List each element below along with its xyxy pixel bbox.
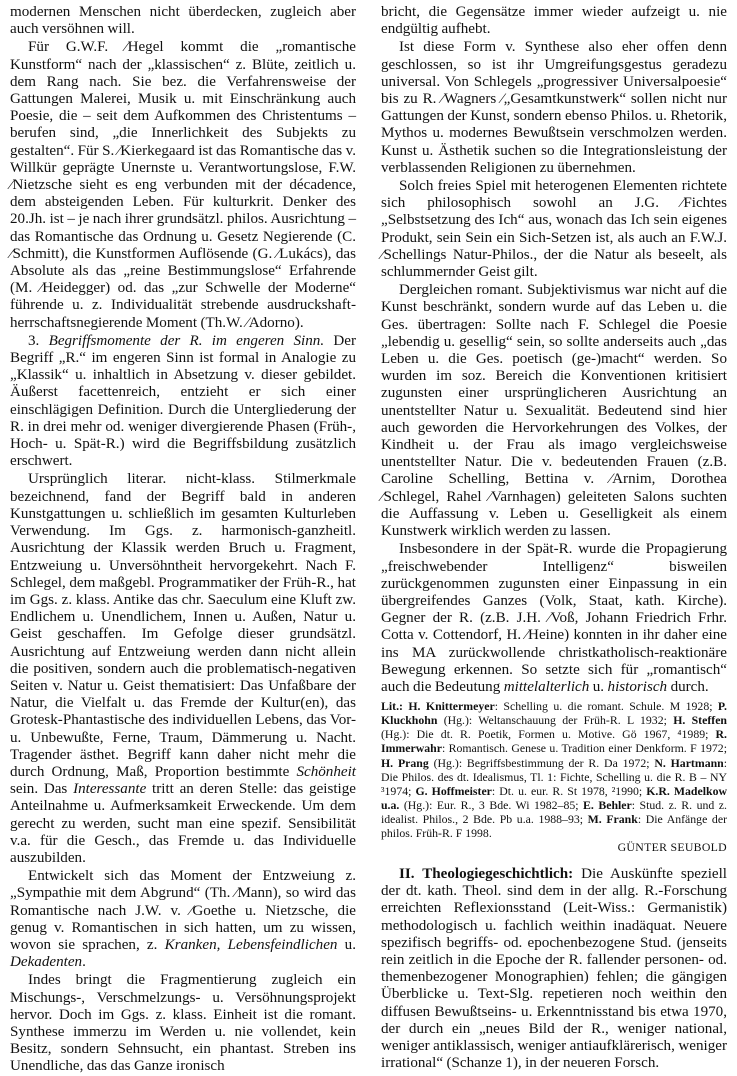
literature-reference: (Hg.): Weltanschauung der Früh-R. L 1932; xyxy=(437,713,674,728)
left-paragraph xyxy=(10,972,356,1075)
paragraph-text: Der Begriff „R.“ im engeren Sinn ist formal in Analogie zu „Klassik“ u. inhaltlich in Absetzung v. dieser gebildet. Äußerst facettenreich, entzieht er sich einer einschlägigen Definition. Durch die Untergliederung der R. in drei mehr od. weniger divergierende Phasen (Früh-, Hoch- u. Spät-R.) wird die Begriffsbildung zusätzlich erschwert. xyxy=(10,332,356,470)
section-two-heading: II. Theologiegeschichtlich: xyxy=(399,866,574,883)
literature-entries xyxy=(381,699,727,840)
literature-reference: : Schelling u. die romant. Schule. M 1928; xyxy=(494,699,718,714)
left-paragraph xyxy=(10,868,356,971)
right-paragraph xyxy=(381,178,727,281)
literature-author: H. Steffen xyxy=(673,713,727,728)
italic-term: Dekadenten xyxy=(10,954,83,971)
literature-author: R. Immerwahr xyxy=(381,727,727,756)
left-paragraph xyxy=(10,4,356,38)
paragraph-text: Ist diese Form v. Synthese also eher offen denn geschlossen, so ist ihr Umgreifungsgestus geradezu universal. Von Schlegels „progressiver Universalpoesie“ bis zu R. ⁄Wagners ⁄„Gesamtkunstwerk“ sollen nicht nur Gattungen der Kunst, sondern ebenso Philos. u. Rhetorik, Mythos u. modernes Bewußtsein verschmolzen werden. Kunst u. Ästhetik suchen so die Integrationsleistung der verblassenden Religionen zu übernehmen. xyxy=(381,39,727,176)
literature-reference: (Hg.): Die dt. R. Poetik, Formen u. Motive. Gö 1967, ⁴1989; xyxy=(381,727,716,742)
literature-author: P. Kluckhohn xyxy=(381,699,727,728)
paragraph-text: durch. xyxy=(667,678,709,695)
literature-author: H. Knittermeyer xyxy=(408,699,495,714)
literature-author: K.R. Madelkow u.a. xyxy=(381,783,727,812)
paragraph-text: Für G.W.F. ⁄Hegel kommt die „romantische Kunstform“ nach der „klassischen“ z. Blüte, zeitlich u. dem Rang nach. Sie bez. die Verfahrensweise der Gattungen Malerei, Musik u. mit Einschränkung auch Poesie, die – seit dem Aufkommen des Christentums – berufen sind, „die Innerlichkeit des Subjekts zu gestalten“. Für S. ⁄Kierkegaard ist das Romantische das v. Willkür geprägte Unernste u. Verantwortungslose, F.W. ⁄Nietzsche sieht es eng verbunden mit der décadence, dem absteigenden Leben. Für kulturkrit. Denker des 20.Jh. ist – je nach ihrer grundsätzl. philos. Ausrichtung – das Romantische das Ordnung u. Gesetz Negierende (C. ⁄Schmitt), die Kunstformen Auflösende (G. ⁄Lukács), das Absolute als das „reine Bestimmungslose“ Erfahrende (M. ⁄Heidegger) od. das „zur Schwelle der Moderne“ führende u. z. Individualität strebende ausdruckshaft-herrschaftsnegierende Moment (Th.W. ⁄Adorno). xyxy=(10,39,356,331)
paragraph-text: tritt an deren Stelle: das geistige Anteilnahme u. Aufmerksamkeit Erweckende. Um dem gerecht zu werden, sucht man eine spezif. Sensibilität v.a. für die Gesch., das Fremde u. das Individuelle auszubilden. xyxy=(10,781,356,866)
left-paragraph xyxy=(10,39,356,331)
paragraph-text: Dergleichen romant. Subjektivismus war nicht auf die Kunst beschränkt, sondern wurde auf das Leben u. die Ges. übertragen: Sollte nach F. Schlegel die Poesie „lebendig u. gesellig“ sein, so sollte anderseits auch „das Leben u. die Ges. poetisch (ge-)macht“ werden. So wurden im soz. Bereich die Konventionen kritisiert zugunsten einer ursprünglicheren Ausrichtung an unentstellter Natur u. Sexualität. Bedeutend sind hier auch geworden die Hervorkehrungen des Volkes, der Kindheit u. der Frau als imago vergleichsweise unentstellter Natur. Die v. bedeutenden Frauen (z.B. Caroline Schelling, Bettina v. ⁄Arnim, Dorothea ⁄Schlegel, Rahel ⁄Varnhagen) geleiteten Salons suchten die Auffassung v. Leben u. Geselligkeit als einem Kunstwerk wirklich werden zu lassen. xyxy=(381,282,727,540)
literature-reference: : Romantisch. Genese u. Tradition einer Denkform. F 1972; xyxy=(441,741,727,756)
literature-author: G. Hoffmeister xyxy=(415,783,492,798)
left-column xyxy=(10,4,356,1076)
article-author-signature: GÜNTER SEUBOLD xyxy=(617,840,727,855)
paragraph-text: bricht, die Gegensätze immer wieder aufzeigt u. nie endgültig aufhebt. xyxy=(381,4,727,38)
literature-reference: : Die Philos. des dt. Idealismus, Tl. 1: Fichte, Schelling u. die R. B – NY ³1974; xyxy=(381,755,727,798)
paragraph-text: Ursprünglich literar. nicht-klass. Stilmerkmale bezeichnend, fand der Begriff bald in anderen Kunstgattungen u. schließlich im gesamten Kulturleben Verwendung. Im Ggs. z. harmonisch-ganzheitl. Ausrichtung der Klassik werden Bruch u. Fragment, Entzweiung u. Unversöhntheit hervorgekehrt. Nach F. Schlegel, dem maßgebl. Programmatiker der Früh-R., hat im Ggs. z. klass. Antike das chr. Saeculum eine Kluft zw. Endlichem u. Unendlichem, Innen u. Außen, Natur u. Geist geschaffen. Im Gefolge dieser grundsätzl. Ausrichtung auf Entzweiung werden dann nicht allein die positiven, sondern auch die problematisch-negativen Seiten v. Natur u. Geist thematisiert: Das Unfaßbare der Natur, die Vielfalt u. das Fremde der Kultur(en), das Grotesk-Phantastische des individuellen Lebens, das Vor- u. Unbewußte, Ferne, Traum, Dämmerung u. Nacht. Tragender ästhet. Begriff kann daher nicht mehr die durch Ordnung, Maß, Proportion bestimmte xyxy=(10,471,356,780)
italic-term: historisch xyxy=(607,678,668,695)
literature-author: M. Frank xyxy=(587,811,638,826)
two-column-layout xyxy=(10,4,727,1076)
right-column xyxy=(381,4,727,1076)
paragraph-text: sein. Das xyxy=(10,781,74,798)
paragraph-text: u. xyxy=(337,936,356,953)
literature-author: N. Hartmann xyxy=(654,755,724,770)
italic-term: Begriffsmomente der R. im engeren Sinn. xyxy=(48,332,325,349)
section-two-text: Die Auskünfte speziell der dt. kath. Theol. sind dem in der allg. R.-Forschung erreichten Reflexionsstand (Leit-Wiss.: Germanistik) methodologisch u. fachlich weithin inadäquat. Neuere spezifisch begriffs- od. epochenbezogene Stud. (jenseits rein zeitlich in die Epoche der R. fallender personen- od. themenbezogener Monographien) fehlen; die gängigen Überblicke u. Text-Slg. repetieren noch weithin den diffusen Bewußtseins- u. Erkenntnisstand bis etwa 1970, der durch ein „neues Bild der R., weniger national, weniger antiklassisch, weniger antiaufklärerisch, weniger irrational“ (Schanze 1), in der neueren Forsch. xyxy=(381,866,727,1072)
literature-reference: (Hg.): Begriffsbestimmung der R. Da 1972; xyxy=(428,755,655,770)
literature-list xyxy=(381,699,727,854)
literature-prefix: Lit.: xyxy=(381,699,409,714)
left-paragraph xyxy=(10,471,356,867)
paragraph-text: 3. xyxy=(28,332,49,349)
paragraph-text: Insbesondere in der Spät-R. wurde die Propagierung „freischwebender Intelligenz“ bisweilen zurückgenommen zugunsten einer Einpassung in ein übergreifendes Ganzes (Volk, Staat, kath. Kirche). Gegner der R. (z.B. J.H. ⁄Voß, Johann Friedrich Frhr. Cotta v. Cottendorf, H. ⁄Heine) konnten in ihr daher eine ins MA zurückwollende christkatholisch-reaktionäre Bewegung erkennen. So setzte sich für „romantisch“ auch die Bedeutung xyxy=(381,541,727,695)
literature-author: E. Behler xyxy=(583,797,632,812)
italic-term: mittelalterlich xyxy=(503,678,590,695)
literature-reference: : Die Anfänge der philos. Früh-R. F 1998. xyxy=(381,811,727,840)
italic-term: Schönheit xyxy=(296,763,356,780)
literature-reference: : Stud. z. R. und z. idealist. Philos., 2 Bde. Pb u.a. 1988–93; xyxy=(381,797,727,826)
left-paragraph xyxy=(10,333,356,471)
paragraph-text: u. xyxy=(589,678,608,695)
literature-reference: : Dt. u. eur. R. St 1978, ²1990; xyxy=(491,783,647,798)
section-two-paragraph xyxy=(381,866,727,1072)
paragraph-text: modernen Menschen nicht überdecken, zugleich aber auch versöhnen will. xyxy=(10,4,356,38)
paragraph-text: Indes bringt die Fragmentierung zugleich ein Mischungs-, Verschmelzungs- u. Versöhnungsprojekt hervor. Doch im Ggs. z. klass. Einheit ist die romant. Synthese immerzu im Werden u. nie vollendet, kein Besitz, sondern Sehnsucht, ein phantast. Streben ins Unendliche, das das Ganze ironisch xyxy=(10,972,356,1075)
right-paragraph xyxy=(381,39,727,177)
right-paragraph xyxy=(381,282,727,540)
paragraph-text: . xyxy=(82,954,86,971)
literature-reference: (Hg.): Eur. R., 3 Bde. Wi 1982–85; xyxy=(399,797,584,812)
right-paragraph xyxy=(381,541,727,696)
paragraph-text: Entwickelt sich das Moment der Entzweiung z. „Sympathie mit dem Abgrund“ (Th. ⁄Mann), so wird das Romantische nach J.W. v. ⁄Goethe u. Nietzsche, die genug v. Romantischen in sich hatten, um zu wissen, wovon sie sprachen, z. xyxy=(10,868,356,953)
right-paragraph xyxy=(381,4,727,38)
right-column-paragraphs xyxy=(381,4,727,696)
italic-term: Interessante xyxy=(73,781,147,798)
paragraph-text: Solch freies Spiel mit heterogenen Elementen richtete sich philosophisch sowohl an J.G. ⁄Fichtes „Selbstsetzung des Ich“ aus, wonach das Ich sein eigenes Produkt, sein Sein ein Sich-Setzen ist, als auch an F.W.J. ⁄Schellings Natur-Philos., der die Natur als beseelt, als schlummernder Geist gilt. xyxy=(381,178,727,281)
italic-term: Kranken, Lebensfeindlichen xyxy=(164,936,338,953)
literature-author: H. Prang xyxy=(381,755,429,770)
